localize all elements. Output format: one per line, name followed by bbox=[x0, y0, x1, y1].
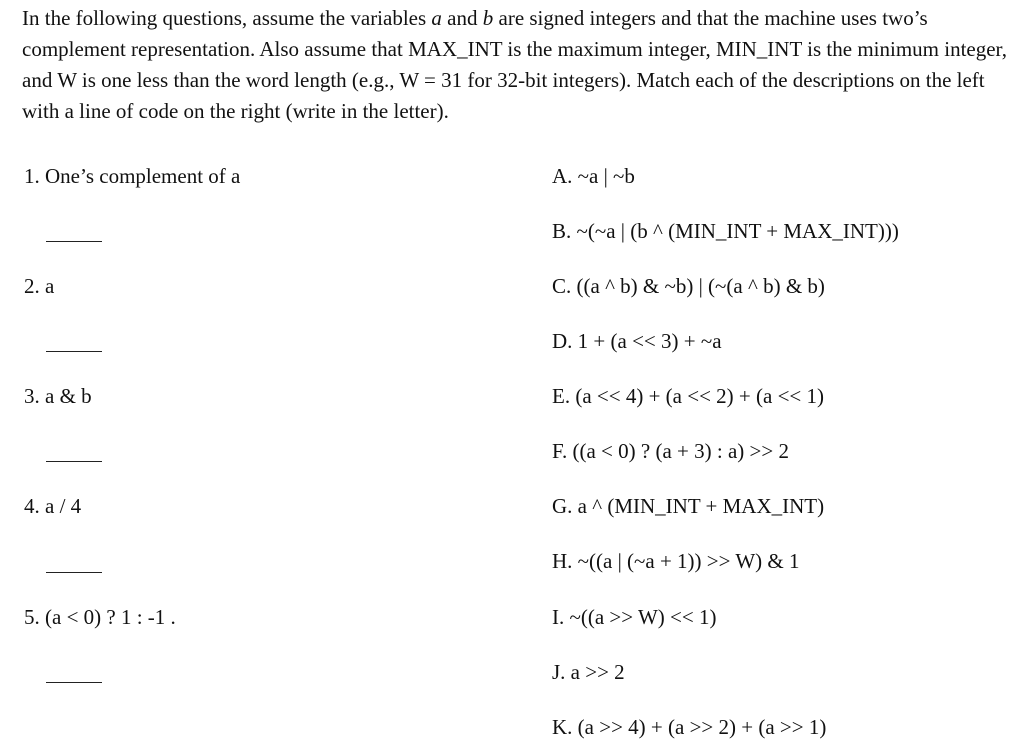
option-h: H. ~((a | (~a + 1)) >> W) & 1 bbox=[552, 549, 800, 573]
option-c: C. ((a ^ b) & ~b) | (~(a ^ b) & b) bbox=[552, 274, 825, 298]
option-e: E. (a << 4) + (a << 2) + (a << 1) bbox=[552, 384, 824, 408]
question-3: 3. a & b bbox=[24, 384, 92, 408]
option-i: I. ~((a >> W) << 1) bbox=[552, 605, 717, 629]
question-4: 4. a / 4 bbox=[24, 494, 82, 518]
intro-text-3: are signed integers and that the machine uses two’s complement representation. Also assume that MAX_INT is the maximum integer, MIN_INT is the minimum integer, and W is one less than the word length (e.g., W = 31 for 32-bit integers). Match each of the descriptions on the left with a line of code on the right (write in the letter). bbox=[22, 6, 1007, 123]
option-a: A. ~a | ~b bbox=[552, 164, 635, 188]
option-d: D. 1 + (a << 3) + ~a bbox=[552, 329, 722, 353]
option-k: K. (a >> 4) + (a >> 2) + (a >> 1) bbox=[552, 715, 827, 739]
answer-blank-2[interactable] bbox=[46, 351, 102, 352]
instructions-paragraph bbox=[22, 3, 1012, 127]
option-b: B. ~(~a | (b ^ (MIN_INT + MAX_INT))) bbox=[552, 219, 899, 243]
question-1: 1. One’s complement of a bbox=[24, 164, 241, 188]
option-f: F. ((a < 0) ? (a + 3) : a) >> 2 bbox=[552, 439, 789, 463]
intro-text-1: In the following questions, assume the variables bbox=[22, 6, 432, 30]
question-2: 2. a bbox=[24, 274, 55, 298]
question-5: 5. (a < 0) ? 1 : -1 . bbox=[24, 605, 176, 629]
answer-blank-4[interactable] bbox=[46, 572, 102, 573]
option-g: G. a ^ (MIN_INT + MAX_INT) bbox=[552, 494, 825, 518]
answer-blank-5[interactable] bbox=[46, 682, 102, 683]
intro-text-2: and bbox=[441, 6, 483, 30]
variable-a: a bbox=[431, 6, 442, 30]
answer-blank-3[interactable] bbox=[46, 461, 102, 462]
variable-b: b bbox=[482, 6, 494, 30]
answer-blank-1[interactable] bbox=[46, 241, 102, 242]
option-j: J. a >> 2 bbox=[552, 660, 625, 684]
